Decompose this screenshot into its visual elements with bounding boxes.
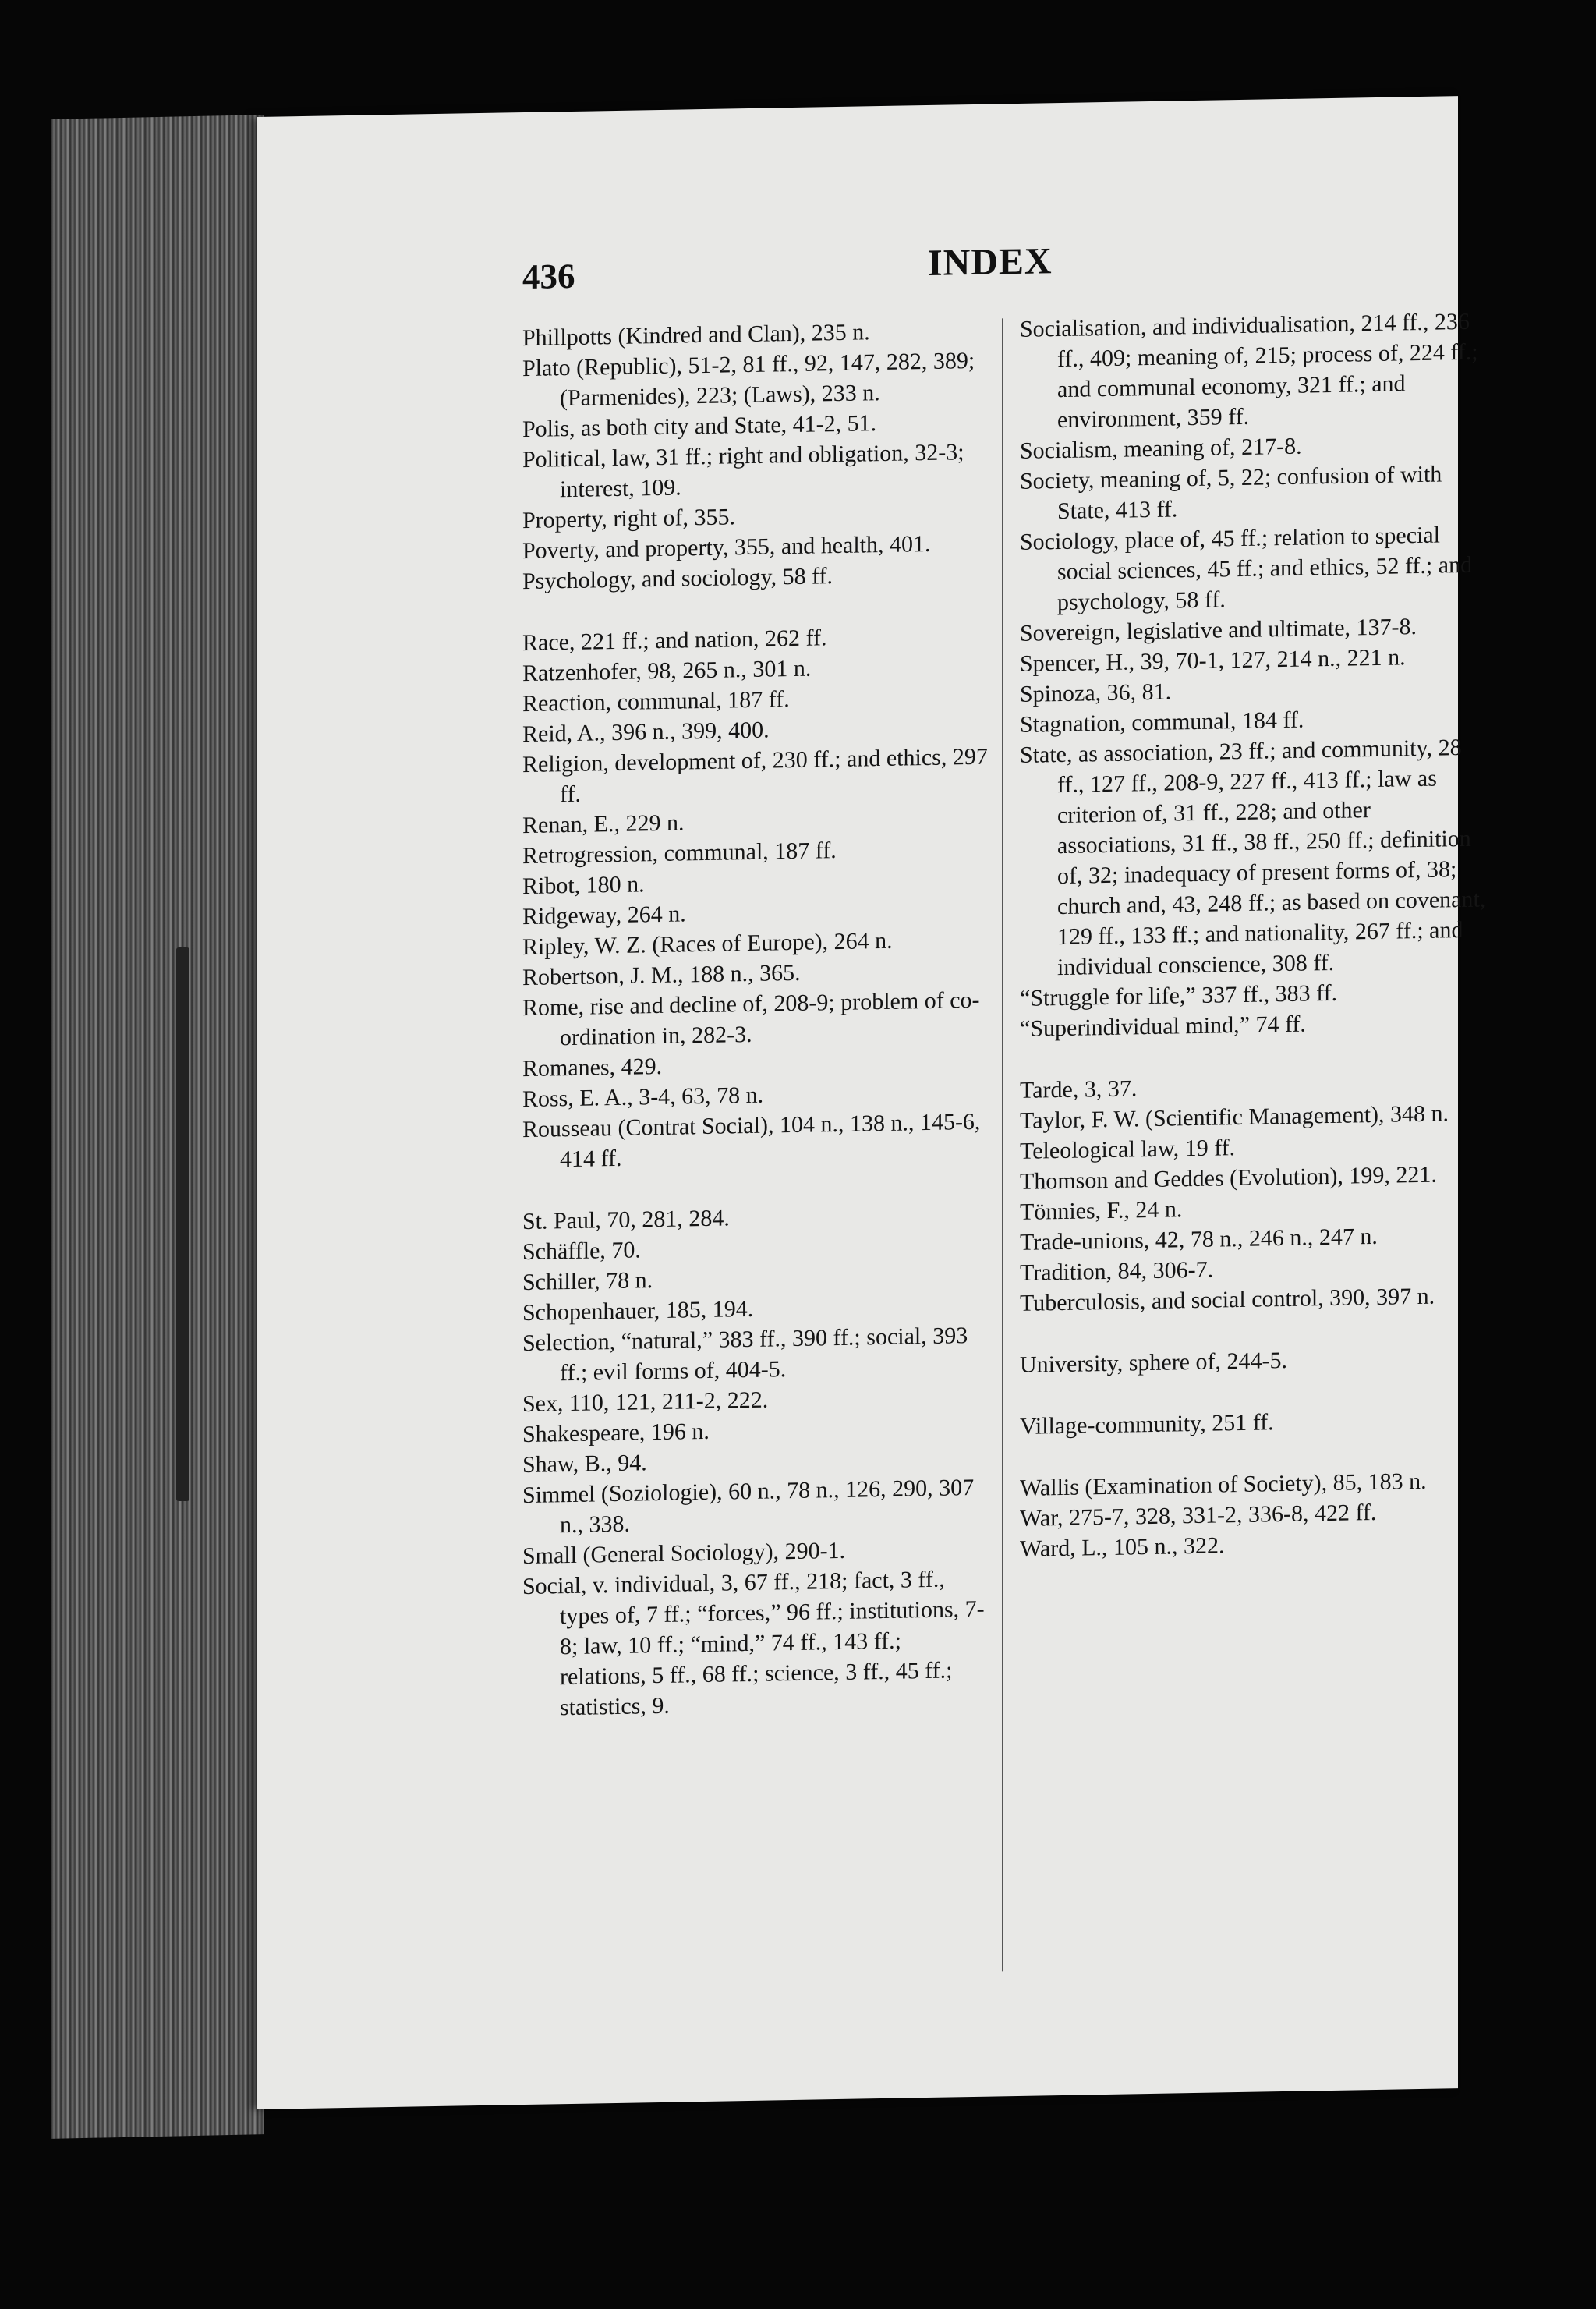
index-entry: Sociology, place of, 45 ff.; relation to special social sciences, 45 ff.; and ethics, 52 ff.; and psychology, 58 ff. xyxy=(1020,522,1473,616)
index-entry: Race, 221 ff.; and nation, 262 ff. xyxy=(522,625,827,657)
index-entry: Wallis (Examination of Society), 85, 183 n. xyxy=(1020,1468,1427,1501)
index-entry: Selection, “natural,” 383 ff., 390 ff.; social, 393 ff.; evil forms of, 404-5. xyxy=(522,1323,968,1386)
index-entry: Small (General Sociology), 290-1. xyxy=(522,1537,846,1570)
index-entry: Robertson, J. M., 188 n., 365. xyxy=(522,959,801,991)
index-entry: Retrogression, communal, 187 ff. xyxy=(522,838,837,869)
index-entry: Trade-unions, 42, 78 n., 246 n., 247 n. xyxy=(1020,1223,1378,1255)
running-head: INDEX xyxy=(928,240,1053,284)
index-entry: University, sphere of, 244-5. xyxy=(1020,1347,1287,1378)
index-entry: Sovereign, legislative and ultimate, 137-8. xyxy=(1020,614,1417,646)
index-entry: Ross, E. A., 3-4, 63, 78 n. xyxy=(522,1082,764,1113)
index-entry: Tuberculosis, and social control, 390, 397 n. xyxy=(1020,1283,1435,1316)
index-entry: Plato (Republic), 51-2, 81 ff., 92, 147, 282, 389; (Parmenides), 223; (Laws), 233 n. xyxy=(522,347,975,412)
index-entry: “Struggle for life,” 337 ff., 383 ff. xyxy=(1020,979,1338,1011)
index-entry: Simmel (Soziologie), 60 n., 78 n., 126, 290, 307 n., 338. xyxy=(522,1474,975,1539)
page-number: 436 xyxy=(522,256,575,297)
index-entry: St. Paul, 70, 281, 284. xyxy=(522,1205,730,1235)
index-entry: Thomson and Geddes (Evolution), 199, 221. xyxy=(1020,1161,1437,1195)
index-entry: Schopenhauer, 185, 194. xyxy=(522,1295,754,1326)
index-entry: Ridgeway, 264 n. xyxy=(522,901,686,930)
index-entry: Shakespeare, 196 n. xyxy=(522,1418,710,1448)
book-page-edges xyxy=(51,115,264,2139)
index-entry: Rome, rise and decline of, 208-9; problem of co-ordination in, 282-3. xyxy=(522,986,980,1051)
index-column-right xyxy=(1020,306,1488,1564)
index-entry: Schäffle, 70. xyxy=(522,1237,641,1266)
library-stamp xyxy=(176,947,189,1501)
index-entry: Shaw, B., 94. xyxy=(522,1450,647,1479)
index-column-left xyxy=(522,315,990,1723)
index-entry: Phillpotts (Kindred and Clan), 235 n. xyxy=(522,319,870,352)
index-entry: “Superindividual mind,” 74 ff. xyxy=(1020,1011,1306,1042)
index-entry: Psychology, and sociology, 58 ff. xyxy=(522,563,833,595)
index-entry: Sex, 110, 121, 211-2, 222. xyxy=(522,1386,769,1418)
index-entry: Political, law, 31 ff.; right and obligation, 32-3; interest, 109. xyxy=(522,439,964,503)
index-entry: Religion, development of, 230 ff.; and ethics, 297 ff. xyxy=(522,743,988,808)
index-entry: Rousseau (Contrat Social), 104 n., 138 n., 145-6, 414 ff. xyxy=(522,1108,981,1173)
index-entry: Reid, A., 396 n., 399, 400. xyxy=(522,717,770,748)
index-entry: Taylor, F. W. (Scientific Management), 348 n. xyxy=(1020,1100,1449,1134)
index-entry: Stagnation, communal, 184 ff. xyxy=(1020,707,1304,738)
index-entry: Socialism, meaning of, 217-8. xyxy=(1020,433,1302,464)
index-entry: Tarde, 3, 37. xyxy=(1020,1075,1138,1103)
index-entry: Polis, as both city and State, 41-2, 51. xyxy=(522,410,877,443)
index-entry: Schiller, 78 n. xyxy=(522,1267,653,1296)
index-entry: Spinoza, 36, 81. xyxy=(1020,678,1172,707)
index-entry: Reaction, communal, 187 ff. xyxy=(522,686,790,717)
column-divider xyxy=(1002,318,1003,1971)
index-entry: War, 275-7, 328, 331-2, 336-8, 422 ff. xyxy=(1020,1499,1377,1532)
index-entry: Ratzenhofer, 98, 265 n., 301 n. xyxy=(522,655,812,687)
index-entry: Renan, E., 229 n. xyxy=(522,809,685,839)
index-entry: Village-community, 251 ff. xyxy=(1020,1409,1274,1440)
index-entry: Ripley, W. Z. (Races of Europe), 264 n. xyxy=(522,927,893,961)
index-entry: Spencer, H., 39, 70-1, 127, 214 n., 221 n. xyxy=(1020,644,1406,677)
index-entry: State, as association, 23 ff.; and community, 28 ff., 127 ff., 208-9, 227 ff., 413 ff.; law as criterion of, 31 ff., 228; and other associations, 31 ff., 38 ff., 250 ff.; definition of, 32; inadequacy of present forms of, 38; church and, 43, 248 ff.; as based on covenant, 129 ff., 133 ff.; and nationality, 267 ff.; and individual conscience, 308 ff. xyxy=(1020,735,1486,981)
index-entry: Teleological law, 19 ff. xyxy=(1020,1135,1236,1164)
index-entry: Property, right of, 355. xyxy=(522,504,736,534)
index-entry: Tönnies, F., 24 n. xyxy=(1020,1196,1183,1225)
index-entry: Social, v. individual, 3, 67 ff., 218; fact, 3 ff., types of, 7 ff.; “forces,” 96 ff.; institutions, 7-8; law, 10 ff.; “mind,” 74 ff., 143 ff.; relations, 5 ff., 68 ff.; science, 3 ff., 45 ff.; statistics, 9. xyxy=(522,1566,985,1721)
index-entry: Ribot, 180 n. xyxy=(522,871,645,900)
index-entry: Romanes, 429. xyxy=(522,1053,663,1082)
book-page xyxy=(257,96,1486,2109)
index-entry: Socialisation, and individualisation, 214 ff., 236 ff., 409; meaning of, 215; process of, 224 ff.; and communal economy, 321 ff.; and environment, 359 ff. xyxy=(1020,308,1478,434)
index-entry: Society, meaning of, 5, 22; confusion of with State, 413 ff. xyxy=(1020,461,1442,525)
index-entry: Poverty, and property, 355, and health, 401. xyxy=(522,530,931,565)
index-entry: Ward, L., 105 n., 322. xyxy=(1020,1532,1225,1562)
index-entry: Tradition, 84, 306-7. xyxy=(1020,1256,1214,1286)
page-header xyxy=(257,232,1458,316)
